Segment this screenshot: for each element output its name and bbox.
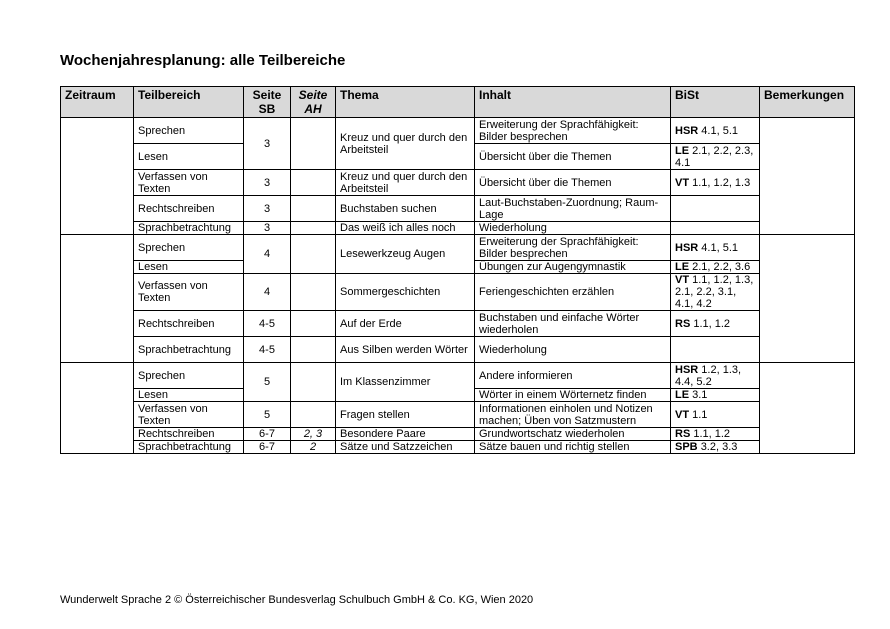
- bist-value: 1.1, 1.2: [693, 428, 731, 440]
- inhalt-cell: Wiederholung: [475, 222, 671, 235]
- header-bemerkungen: Bemerkungen: [760, 87, 855, 118]
- teilbereich-cell: Rechtschreiben: [134, 196, 244, 222]
- inhalt-cell: Sätze bauen und richtig stellen: [475, 441, 671, 454]
- table-row: [61, 222, 855, 235]
- zeitraum-cell: [61, 235, 134, 363]
- seite-sb-cell: 5: [244, 402, 291, 428]
- seite-ah-cell: [291, 222, 336, 235]
- table-row: [61, 170, 855, 196]
- thema-cell: Buchstaben suchen: [336, 196, 475, 222]
- bist-cell: [671, 363, 760, 389]
- bist-cell: [671, 402, 760, 428]
- inhalt-cell: Informationen einholen und Notizen machen; Üben von Satzmustern: [475, 402, 671, 428]
- inhalt-cell: Übersicht über die Themen: [475, 144, 671, 170]
- seite-ah-cell: 2, 3: [291, 428, 336, 441]
- inhalt-cell: Feriengeschichten erzählen: [475, 274, 671, 311]
- bist-abbr: VT: [675, 408, 690, 421]
- header-seite-ah-line2: AH: [304, 102, 322, 116]
- teilbereich-cell: Rechtschreiben: [134, 428, 244, 441]
- zeitraum-cell: [61, 363, 134, 454]
- header-row: [61, 87, 855, 118]
- seite-ah-cell: 2: [291, 441, 336, 454]
- inhalt-cell: Übersicht über die Themen: [475, 170, 671, 196]
- bist-value: 3.2, 3.3: [700, 441, 738, 453]
- table-row: [61, 363, 855, 389]
- bist-value: 2.1, 2.2, 3.6: [692, 261, 751, 273]
- bist-cell: [671, 441, 760, 454]
- seite-sb-cell: 6-7: [244, 441, 291, 454]
- bist-cell: [671, 118, 760, 144]
- thema-cell: Das weiß ich alles noch: [336, 222, 475, 235]
- seite-ah-cell: [291, 363, 336, 402]
- teilbereich-cell: Lesen: [134, 144, 244, 170]
- bist-abbr: LE: [675, 389, 690, 401]
- header-seite-ah: [291, 87, 336, 118]
- header-seite-ah-line1: Seite: [298, 88, 328, 102]
- bist-value: 1.1, 1.2: [693, 317, 731, 330]
- inhalt-cell: Laut-Buchstaben-Zuordnung; Raum-Lage: [475, 196, 671, 222]
- teilbereich-cell: Sprachbetrachtung: [134, 441, 244, 454]
- thema-cell: Besondere Paare: [336, 428, 475, 441]
- seite-ah-cell: [291, 337, 336, 363]
- plan-table: [60, 86, 855, 454]
- inhalt-cell: Wiederholung: [475, 337, 671, 363]
- page-title: Wochenjahresplanung: alle Teilbereiche: [60, 52, 346, 69]
- inhalt-cell: Erweiterung der Sprachfähigkeit: Bilder besprechen: [475, 235, 671, 261]
- thema-cell: Sätze und Satzzeichen: [336, 441, 475, 454]
- seite-sb-cell: 4: [244, 274, 291, 311]
- inhalt-cell: Übungen zur Augengymnastik: [475, 261, 671, 274]
- bist-cell: [671, 389, 760, 402]
- header-bist: BiSt: [671, 87, 760, 118]
- table-row: [61, 337, 855, 363]
- seite-sb-cell: 4-5: [244, 311, 291, 337]
- bist-value: 4.1, 5.1: [701, 124, 738, 137]
- thema-cell: Fragen stellen: [336, 402, 475, 428]
- seite-ah-cell: [291, 118, 336, 170]
- bist-cell: [671, 196, 760, 222]
- bist-cell: [671, 428, 760, 441]
- header-thema: Thema: [336, 87, 475, 118]
- seite-ah-cell: [291, 196, 336, 222]
- seite-ah-cell: [291, 235, 336, 274]
- inhalt-cell: Buchstaben und einfache Wörter wiederholen: [475, 311, 671, 337]
- teilbereich-cell: Verfassen von Texten: [134, 402, 244, 428]
- bemerkungen-cell: [760, 363, 855, 454]
- seite-ah-cell: [291, 311, 336, 337]
- bist-value: 4.1, 5.1: [701, 241, 738, 254]
- bist-value: 1.2, 1.3, 4.4, 5.2: [675, 363, 742, 388]
- bist-cell: [671, 144, 760, 170]
- bist-value: 1.1, 1.2, 1.3: [692, 176, 751, 189]
- bist-cell: [671, 274, 760, 311]
- header-teilbereich: Teilbereich: [134, 87, 244, 118]
- teilbereich-cell: Rechtschreiben: [134, 311, 244, 337]
- thema-cell: Sommergeschichten: [336, 274, 475, 311]
- header-seite-sb: [244, 87, 291, 118]
- zeitraum-cell: [61, 118, 134, 235]
- teilbereich-cell: Lesen: [134, 389, 244, 402]
- seite-sb-cell: 4: [244, 235, 291, 274]
- bist-cell: [671, 311, 760, 337]
- table-row: [61, 441, 855, 454]
- seite-sb-cell: 3: [244, 170, 291, 196]
- teilbereich-cell: Lesen: [134, 261, 244, 274]
- bist-abbr: HSR: [675, 363, 699, 376]
- teilbereich-cell: Verfassen von Texten: [134, 274, 244, 311]
- header-seite-sb-line1: Seite: [252, 88, 282, 102]
- bist-cell: [671, 222, 760, 235]
- bemerkungen-cell: [760, 118, 855, 235]
- table-row: [61, 311, 855, 337]
- table-row: [61, 428, 855, 441]
- bist-value: 3.1: [692, 389, 708, 401]
- seite-sb-cell: 6-7: [244, 428, 291, 441]
- bist-abbr: SPB: [675, 441, 698, 453]
- header-zeitraum: Zeitraum: [61, 87, 134, 118]
- seite-sb-cell: 5: [244, 363, 291, 402]
- thema-cell: Kreuz und quer durch den Arbeitsteil: [336, 170, 475, 196]
- bist-abbr: RS: [675, 317, 691, 330]
- table-row: [61, 118, 855, 144]
- header-inhalt: Inhalt: [475, 87, 671, 118]
- inhalt-cell: Andere informieren: [475, 363, 671, 389]
- bist-value: 2.1, 2.2, 2.3, 4.1: [675, 144, 754, 169]
- thema-cell: Aus Silben werden Wörter: [336, 337, 475, 363]
- thema-cell: Kreuz und quer durch den Arbeitsteil: [336, 118, 475, 170]
- table-row: [61, 402, 855, 428]
- header-seite-sb-line2: SB: [258, 102, 276, 116]
- seite-sb-cell: 3: [244, 196, 291, 222]
- table-row: [61, 274, 855, 311]
- table-row: [61, 235, 855, 261]
- thema-cell: Auf der Erde: [336, 311, 475, 337]
- seite-ah-cell: [291, 274, 336, 311]
- thema-cell: Lesewerkzeug Augen: [336, 235, 475, 274]
- seite-ah-cell: [291, 170, 336, 196]
- bist-abbr: RS: [675, 428, 691, 440]
- bist-abbr: LE: [675, 144, 690, 157]
- thema-cell: Im Klassenzimmer: [336, 363, 475, 402]
- bist-abbr: HSR: [675, 241, 699, 254]
- bist-value: 1.1, 1.2, 1.3, 2.1, 2.2, 3.1, 4.1, 4.2: [675, 274, 754, 310]
- teilbereich-cell: Verfassen von Texten: [134, 170, 244, 196]
- bemerkungen-cell: [760, 235, 855, 363]
- seite-sb-cell: 3: [244, 118, 291, 170]
- bist-cell: [671, 170, 760, 196]
- bist-abbr: VT: [675, 176, 690, 189]
- teilbereich-cell: Sprachbetrachtung: [134, 337, 244, 363]
- bist-abbr: VT: [675, 274, 690, 286]
- inhalt-cell: Grundwortschatz wiederholen: [475, 428, 671, 441]
- seite-sb-cell: 3: [244, 222, 291, 235]
- table-row: [61, 196, 855, 222]
- teilbereich-cell: Sprachbetrachtung: [134, 222, 244, 235]
- teilbereich-cell: Sprechen: [134, 363, 244, 389]
- seite-sb-cell: 4-5: [244, 337, 291, 363]
- bist-cell: [671, 261, 760, 274]
- teilbereich-cell: Sprechen: [134, 118, 244, 144]
- bist-value: 1.1: [692, 408, 708, 421]
- footer-copyright: Wunderwelt Sprache 2 © Österreichischer Bundesverlag Schulbuch GmbH & Co. KG, Wien 2020: [60, 594, 534, 606]
- bist-abbr: HSR: [675, 124, 699, 137]
- inhalt-cell: Erweiterung der Sprachfähigkeit: Bilder besprechen: [475, 118, 671, 144]
- inhalt-cell: Wörter in einem Wörternetz finden: [475, 389, 671, 402]
- seite-ah-cell: [291, 402, 336, 428]
- bist-abbr: LE: [675, 261, 690, 273]
- teilbereich-cell: Sprechen: [134, 235, 244, 261]
- bist-cell: [671, 235, 760, 261]
- bist-cell: [671, 337, 760, 363]
